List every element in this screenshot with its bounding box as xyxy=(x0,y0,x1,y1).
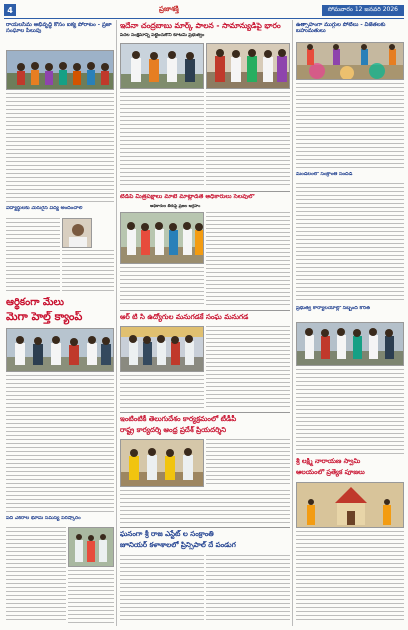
section-divider xyxy=(120,527,290,528)
temple-photo xyxy=(296,482,404,528)
tdp-event-photo xyxy=(120,439,204,487)
column-divider xyxy=(292,20,293,626)
center-lower-headline-1: ఇంటింటికీ తెలుగుదేశం కార్యక్రమంలో టీడీపీ xyxy=(120,415,237,423)
top-center-photo-2 xyxy=(206,43,290,89)
right-bottom-headline-1: శ్రీ లక్ష్మీ నారాయణ స్వామి xyxy=(296,458,361,465)
article-body xyxy=(120,375,204,409)
right-mid-photo xyxy=(296,322,404,366)
top-left-photo xyxy=(6,50,114,90)
mid-center-headline: టీడీపీ మిత్రపక్షాలు మాటే మాట్లాడితే అధికారులు సెలవులో xyxy=(120,194,255,200)
mid-center-photo xyxy=(120,212,204,264)
right-bottom-headline-2: ఆలయంలో ప్రత్యేక పూజలు xyxy=(296,469,365,476)
article-body xyxy=(206,555,290,623)
masthead xyxy=(4,3,404,17)
article-body xyxy=(206,212,290,307)
article-body xyxy=(120,490,290,524)
article-body xyxy=(120,92,204,188)
mid-left-headline: విద్యార్థులకు మెరుగైన విద్య అందించాలి xyxy=(6,206,83,211)
mid-center-subhead: అధికారుల తీరుపై ప్రజల ఆగ్రహం xyxy=(150,204,201,208)
article-body xyxy=(206,92,290,188)
section-divider xyxy=(120,412,290,413)
article-body xyxy=(120,267,204,307)
article-body xyxy=(296,83,404,169)
bottom-left-photo xyxy=(68,527,114,567)
right-upper-subhead: మండలంలో సంక్రాంతి సందడి xyxy=(296,172,353,177)
article-body xyxy=(296,183,404,303)
left-big-headline-2: మెగా హెల్త్ క్యాంప్ xyxy=(6,311,83,323)
article-body xyxy=(206,439,290,487)
center-lower-headline-2: రాష్ట్ర కార్యదర్శి ఆంధ్ర ప్రదేశ్ ప్రియదర్శిని xyxy=(120,426,227,434)
article-body xyxy=(6,93,114,203)
article-body xyxy=(206,326,290,409)
article-body xyxy=(6,527,66,623)
right-mid-headline: ప్రభుత్వ కార్యాలయాల్లో సిబ్బంది కొరత xyxy=(296,306,371,311)
top-center-subhead: పేదల సంక్షేమాన్ని పట్టించుకోని కూటమి ప్రభుత్వం xyxy=(120,33,205,38)
rtc-photo xyxy=(120,326,204,372)
center-bottom-headline-1: ఘనంగా శ్రీ రాజ ఎస్టేట్ ల సంక్రాంతి xyxy=(120,530,214,538)
portrait-photo xyxy=(62,218,92,248)
column-divider xyxy=(116,20,117,626)
page-number: 4 xyxy=(4,4,16,16)
health-camp-photo xyxy=(6,328,114,372)
top-center-photo-1 xyxy=(120,43,204,89)
center-rtc-headline: ఆర్ టి సి ఉద్యోగుల మనుగడకే సంఘ మనుగడ xyxy=(120,313,249,321)
article-body xyxy=(62,250,114,294)
date-tag: సోమవారం 12 జనవరి 2026 xyxy=(322,5,404,16)
article-body xyxy=(296,531,404,623)
article-body xyxy=(120,555,204,623)
left-big-headline-1: ఆర్థికంగా మేలు xyxy=(6,297,65,308)
section-divider xyxy=(120,310,290,311)
article-body xyxy=(6,218,60,294)
section-divider xyxy=(120,191,290,192)
top-center-headline: ఇదేనా చంద్రబాబు మార్క్ పాలన - సామాన్యుడిపై భారం xyxy=(120,22,281,30)
center-bottom-headline-2: జూనియర్ కళాశాలలో ప్రిన్సిపాల్ దే పండుగ xyxy=(120,541,236,549)
top-left-headline: రాయలసీమ అభివృద్ధి కోసం ఐక్య పోరాటం - ప్రజా సంఘాల పిలుపు xyxy=(6,22,112,35)
article-body xyxy=(68,570,114,623)
top-rule xyxy=(4,18,404,19)
paper-name: ప్రజాశక్తి xyxy=(159,5,179,13)
top-right-photo xyxy=(296,42,404,80)
left-bottom-headline: పది ఎకరాల భూమి సమస్య పరిష్కారం xyxy=(6,516,81,521)
top-right-headline: ఉత్సాహంగా ముగ్గుల పోటీలు - విజేతలకు బహుమతులు xyxy=(296,22,386,35)
article-body xyxy=(6,375,114,513)
article-body xyxy=(296,369,404,455)
